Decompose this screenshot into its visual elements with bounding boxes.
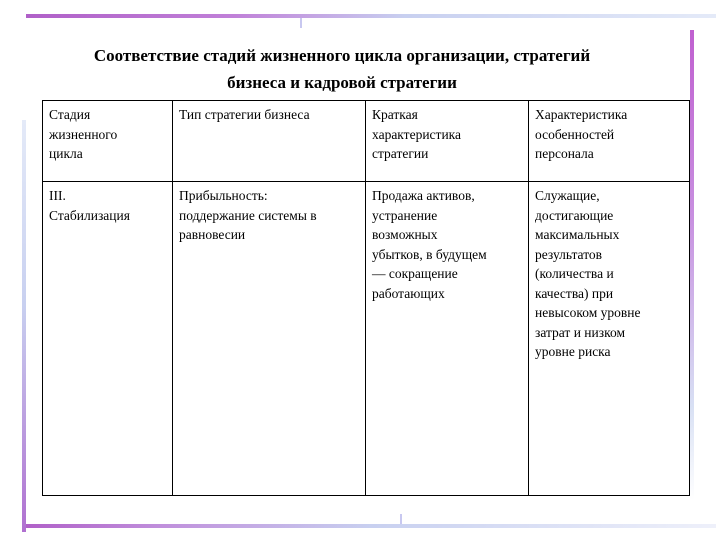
cell-line: особенностей — [535, 126, 615, 142]
cell-line: III. — [49, 188, 66, 203]
decorative-frame-bottom — [26, 524, 716, 528]
decorative-frame-top — [26, 14, 716, 18]
cell-line: результатов — [535, 246, 603, 262]
cell-line: персонала — [535, 146, 594, 161]
slide-title-line-1: Соответствие стадий жизненного цикла организации, стратегий — [93, 46, 591, 65]
cell-lifecycle-stage — [43, 182, 173, 496]
cell-line: Характеристика — [535, 107, 628, 122]
slide-title — [40, 42, 644, 96]
cell-line: максимальных — [535, 227, 620, 242]
header-cell-lifecycle-stage — [43, 101, 173, 182]
cell-line: Стадия — [49, 107, 91, 122]
cell-line: поддержание системы в — [179, 207, 317, 223]
header-cell-personnel-characteristics — [529, 101, 690, 182]
cell-line: жизненного — [49, 126, 118, 142]
header-cell-business-strategy-type — [173, 101, 366, 182]
header-cell-strategy-summary — [366, 101, 529, 182]
cell-line: достигающие — [535, 207, 614, 223]
slide-title-line-2: бизнеса и кадровой стратегии — [227, 73, 457, 92]
cell-line: качества) при — [535, 285, 614, 301]
decorative-frame-tick-top — [300, 18, 302, 28]
table-header-row — [43, 101, 690, 182]
cell-line: невысоком уровне — [535, 305, 641, 320]
cell-line: Служащие, — [535, 188, 600, 203]
table-row — [43, 182, 690, 496]
cell-line: Тип стратегии бизнеса — [179, 107, 310, 122]
cell-line: убытков, в будущем — [372, 246, 487, 262]
cell-line: возможных — [372, 227, 438, 242]
cell-line: Продажа активов, — [372, 188, 475, 203]
cell-personnel-characteristics — [529, 182, 690, 496]
decorative-frame-tick-bottom — [400, 514, 402, 524]
cell-line: равновесии — [179, 227, 246, 242]
cell-line: устранение — [372, 207, 438, 223]
cell-line: — сокращение — [372, 266, 458, 281]
cell-line: стратегии — [372, 146, 429, 161]
strategy-table — [42, 100, 690, 496]
decorative-frame-right — [690, 30, 694, 500]
cell-line: цикла — [49, 146, 83, 161]
cell-line: затрат и низком — [535, 324, 625, 340]
cell-line: Прибыльность: — [179, 188, 268, 203]
cell-strategy-summary — [366, 182, 529, 496]
cell-line: уровне риска — [535, 344, 611, 359]
cell-line: Краткая — [372, 107, 418, 122]
cell-line: Стабилизация — [49, 207, 130, 223]
decorative-frame-left — [22, 120, 26, 532]
cell-line: характеристика — [372, 126, 462, 142]
cell-line: работающих — [372, 285, 445, 301]
cell-business-strategy-type — [173, 182, 366, 496]
cell-line: (количества и — [535, 266, 614, 281]
